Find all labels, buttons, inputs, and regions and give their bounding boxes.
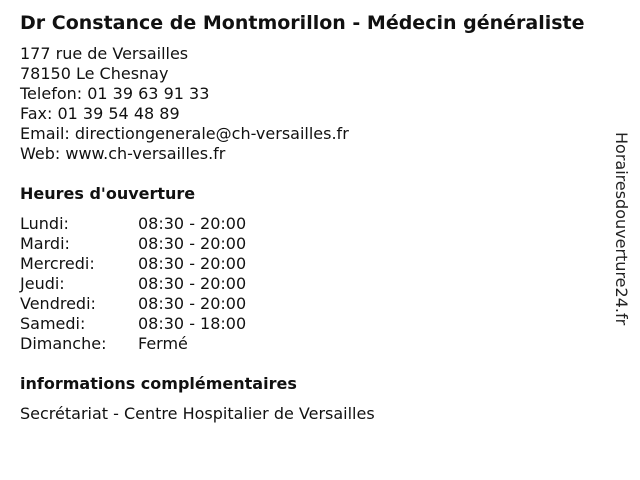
address-street: 177 rue de Versailles	[20, 44, 189, 63]
hours-day: Mardi:	[20, 234, 70, 253]
hours-time: Fermé	[138, 334, 188, 353]
hours-day: Samedi:	[20, 314, 86, 333]
hours-day: Vendredi:	[20, 294, 96, 313]
website-address: Web: www.ch-versailles.fr	[20, 144, 226, 163]
hours-time: 08:30 - 20:00	[138, 254, 247, 273]
site-watermark: Horairesdouverture24.fr	[612, 132, 631, 326]
hours-time: 08:30 - 20:00	[138, 234, 247, 253]
page-title: Dr Constance de Montmorillon - Médecin généraliste	[20, 12, 585, 34]
hours-time: 08:30 - 20:00	[138, 214, 247, 233]
additional-info-text: Secrétariat - Centre Hospitalier de Versailles	[20, 404, 375, 423]
hours-day: Dimanche:	[20, 334, 107, 353]
hours-time: 08:30 - 20:00	[138, 274, 247, 293]
opening-hours-heading: Heures d'ouverture	[20, 184, 196, 203]
hours-day: Lundi:	[20, 214, 69, 233]
hours-day: Mercredi:	[20, 254, 95, 273]
hours-time: 08:30 - 18:00	[138, 314, 247, 333]
email-address: Email: directiongenerale@ch-versailles.fr	[20, 124, 349, 143]
hours-day: Jeudi:	[20, 274, 65, 293]
hours-time: 08:30 - 20:00	[138, 294, 247, 313]
address-city: 78150 Le Chesnay	[20, 64, 169, 83]
fax-number: Fax: 01 39 54 48 89	[20, 104, 180, 123]
phone-number: Telefon: 01 39 63 91 33	[20, 84, 210, 103]
contact-block	[20, 44, 349, 164]
additional-info-heading: informations complémentaires	[20, 374, 297, 393]
